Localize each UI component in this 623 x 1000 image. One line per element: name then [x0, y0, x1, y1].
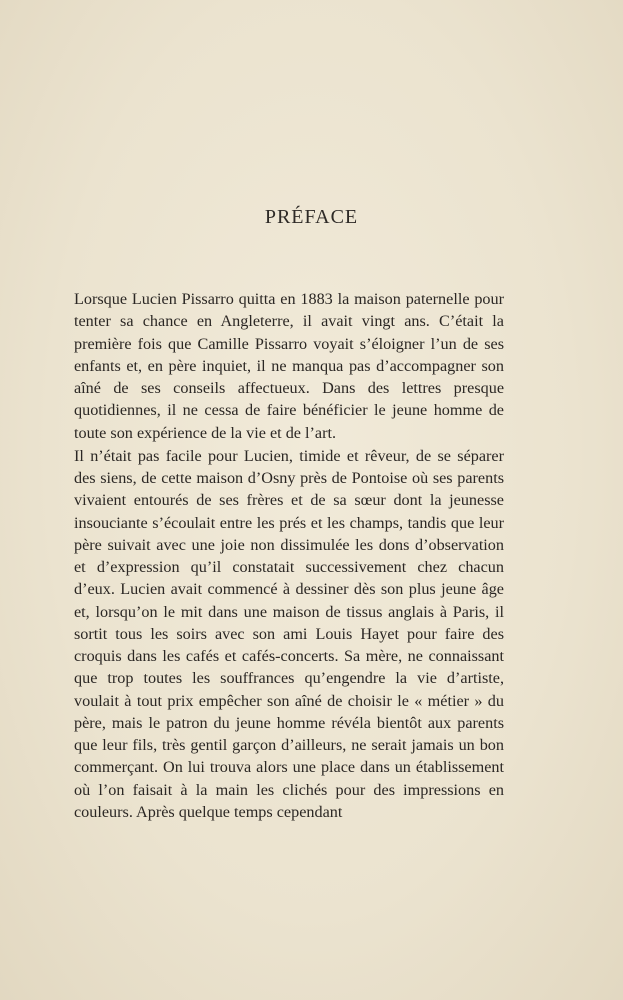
paragraph: Il n’était pas facile pour Lucien, timide et rêveur, de se séparer des siens, de cette maison d’Osny près de Pontoise où ses parents vivaient entourés de ses frères et de sa sœur dont la jeunesse insouciante s’écoulait entre les prés et les champs, tandis que leur père suivait avec une joie non dissimulée les dons d’observation et d’expression qu’il constatait successivement chez chacun d’eux. Lucien avait commencé à dessiner dès son plus jeune âge et, lorsqu’on le mit dans une maison de tissus anglais à Paris, il sortit tous les soirs avec son ami Louis Hayet pour faire des croquis dans les cafés et cafés-concerts. Sa mère, ne connaissant que trop toutes les souffrances qu’engendre la vie d’artiste, voulait à tout prix empêcher son aîné de choisir le « métier » du père, mais le patron du jeune homme révéla bientôt aux parents que leur fils, très gentil garçon d’ailleurs, ne serait jamais un bon commerçant. On lui trouva alors une place dans un établissement où l’on faisait à la main les clichés pour des impressions en couleurs. Après quelque temps cependant	[74, 446, 504, 821]
page-title: PRÉFACE	[264, 206, 359, 228]
preface-body	[74, 288, 504, 823]
paragraph: Lorsque Lucien Pissarro quitta en 1883 la maison paternelle pour tenter sa chance en Angleterre, il avait vingt ans. C’était la première fois que Camille Pissarro voyait s’éloigner l’un de ses enfants et, en père inquiet, il ne manqua pas d’accompagner son aîné de ses conseils affectueux. Dans des lettres presque quotidiennes, il ne cessa de faire bénéficier le jeune homme de toute son expérience de la vie et de l’art.	[74, 290, 504, 442]
